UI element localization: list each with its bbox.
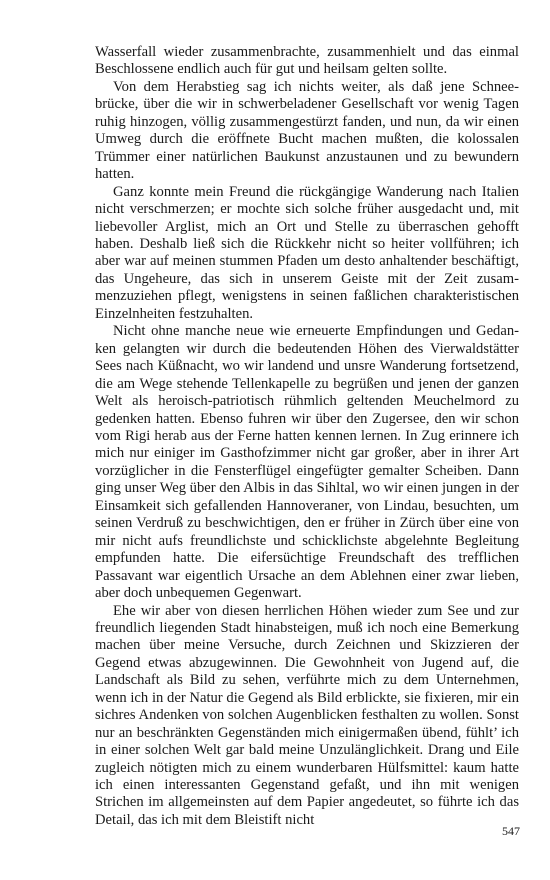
paragraph: Ehe wir aber von diesen herrlichen Höhen wieder zum See und zur freundlich liegenden Stadt hinabsteigen, muß ich noch eine Bemerkung machen über meine Versuche, durch Zeichnen und Skizzieren der Gegend etwas abzugewinnen. Die Gewohnheit von Jugend auf, die Landschaft als Bild zu sehen, verführte mich zu dem Unternehmen, wenn ich in der Natur die Gegend als Bild erblickte, sie fixieren, mir ein sichres Andenken von solchen Augenblicken festhalten zu wollen. Sonst nur an beschränkten Gegenständen mich einigermaßen übend, fühlt’ ich in einer solchen Welt gar bald meine Unzulänglichkeit. Drang und Eile zugleich nötigten mich zu einem wunderbaren Hülfsmittel: kaum hatte ich einen interessanten Gegenstand gefaßt, und ihn mit wenigen Strichen im allgemeinsten auf dem Papier angedeutet, so führte ich das Detail, das ich mit dem Bleistift nicht	[95, 602, 519, 828]
body-text	[95, 44, 519, 829]
paragraph: Nicht ohne manche neue wie erneuerte Empfindungen und Gedanken gelangten wir durch die bedeutenden Höhen des Vierwaldstätter Sees nach Küßnacht, wo wir landend und unsre Wanderung fortsetzend, die am Wege stehende Tellenkapelle zu begrüßen und jenen der ganzen Welt als heroisch-patriotisch rühmlich geltenden Meuchelmord zu gedenken hatten. Ebenso fuhren wir über den Zugersee, den wir schon vom Rigi herab aus der Ferne hatten kennen lernen. In Zug erinnere ich mich nur einiger im Gasthofzimmer nicht gar großer, aber in ihrer Art vorzüglicher in die Fensterflügel eingefügter gemalter Scheiben. Dann ging unser Weg über den Albis in das Sihltal, wo wir einen jungen in der Einsamkeit sich gefallenden Hannoveraner, von Lindau, besuchten, um seinen Verdruß zu beschwichtigen, den er früher in Zürch über eine von mir nicht aufs freundlichste und schicklichste abgelehnte Begleitung empfunden hatte. Die eifersüchtige Freundschaft des trefflichen Passavant war eigentlich Ursache an dem Ablehnen einer zwar lieben, aber doch unbequemen Gegenwart.	[95, 323, 519, 602]
page-number: 547	[502, 824, 520, 838]
paragraph: Von dem Herabstieg sag ich nichts weiter, als daß jene Schneebrücke, über die wir in schwerbeladener Gesellschaft vor wenig Tagen ruhig hinzogen, völlig zusammengestürzt fanden, und nun, da wir einen Umweg durch die eröffnete Bucht machen mußten, die kolossalen Trümmer einer natürlichen Baukunst anzustaunen und zu bewundern hatten.	[95, 78, 519, 183]
paragraph-continued: Wasserfall wieder zusammenbrachte, zusammenhielt und das einmal Beschlossene endlich auch für gut und heilsam gelten sollte.	[95, 44, 519, 78]
paragraph: Ganz konnte mein Freund die rückgängige Wanderung nach Italien nicht verschmerzen; er mochte sich solche früher ausgedacht und, mit liebevoller Arglist, mich an Ort und Stelle zu überraschen gehofft haben. Deshalb ließ sich die Rückkehr nicht so heiter vollführen; ich aber war auf meinen stummen Pfaden um desto anhaltender beschäftigt, das Ungeheure, das sich in unserem Geiste mit der Zeit zusammenzuziehen pflegt, wenigstens in seinen faßlichen charakteristischen Einzelnheiten festzuhalten.	[95, 183, 519, 322]
